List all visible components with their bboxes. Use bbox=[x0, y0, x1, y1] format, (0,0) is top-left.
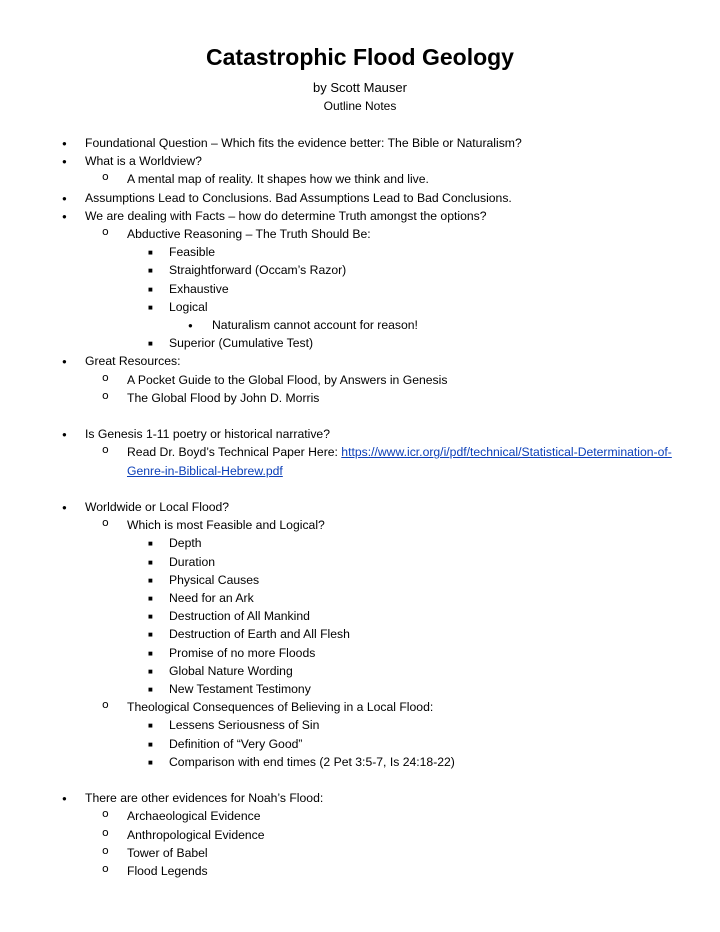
outline-item-text: Tower of Babel bbox=[127, 845, 208, 860]
outline-item-text: Straightforward (Occam’s Razor) bbox=[169, 263, 347, 278]
outline-item bbox=[85, 134, 522, 152]
bullet-square-icon: ■ bbox=[148, 266, 153, 276]
outline-item bbox=[127, 807, 260, 825]
bullet-square-icon: ■ bbox=[148, 539, 153, 549]
outline-item-text: Abductive Reasoning – The Truth Should Be: bbox=[127, 227, 371, 241]
author-byline: by Scott Mauser bbox=[313, 80, 407, 95]
outline-item-text: What is a Worldview? bbox=[85, 154, 202, 169]
outline-item-text: Need for an Ark bbox=[169, 591, 254, 605]
bullet-dot-icon: ● bbox=[62, 193, 67, 203]
bullet-dot-icon: ● bbox=[62, 503, 67, 512]
outline-item-text: There are other evidences for Noah’s Flood: bbox=[85, 791, 324, 806]
outline-item-text: Foundational Question – Which fits the evidence better: The Bible or Naturalism? bbox=[85, 136, 522, 150]
outline-item bbox=[127, 516, 325, 534]
outline-item-text: Flood Legends bbox=[127, 864, 208, 878]
outline-item bbox=[169, 662, 293, 680]
outline-item bbox=[85, 789, 323, 807]
bullet-square-icon: ■ bbox=[148, 284, 153, 294]
outline-item-text: Naturalism cannot account for reason! bbox=[212, 318, 418, 332]
outline-item bbox=[212, 316, 418, 334]
outline-item bbox=[169, 716, 319, 734]
bullet-square-icon: ■ bbox=[148, 557, 153, 567]
outline-item-text: Read Dr. Boyd’s Technical Paper Here: bbox=[127, 445, 342, 460]
outline-item-text: Duration bbox=[169, 554, 216, 569]
outline-item-text: Anthropological Evidence bbox=[127, 827, 265, 842]
outline-item-text: Worldwide or Local Flood? bbox=[85, 500, 230, 514]
outline-item bbox=[127, 862, 208, 880]
outline-item bbox=[169, 534, 202, 552]
outline-item bbox=[169, 553, 215, 571]
outline-item-text: New Testament Testimony bbox=[169, 682, 311, 696]
bullet-circle-icon: o bbox=[102, 516, 109, 530]
bullet-dot-icon: ● bbox=[188, 321, 193, 330]
bullet-dot-icon: ● bbox=[62, 794, 67, 804]
bullet-circle-icon: o bbox=[102, 225, 109, 238]
outline-item bbox=[169, 753, 455, 771]
bullet-dot-icon: ● bbox=[62, 357, 67, 367]
bullet-square-icon: ■ bbox=[148, 739, 153, 749]
bullet-circle-icon: o bbox=[102, 388, 109, 402]
bullet-dot-icon: ● bbox=[62, 157, 67, 167]
bullet-dot-icon: ● bbox=[62, 139, 67, 148]
outline-item bbox=[85, 352, 181, 370]
outline-item-text: Great Resources: bbox=[85, 354, 181, 369]
bullet-circle-icon: o bbox=[102, 170, 109, 184]
outline-item-text: Superior (Cumulative Test) bbox=[169, 336, 314, 351]
outline-item bbox=[169, 334, 313, 352]
bullet-circle-icon: o bbox=[102, 807, 109, 821]
document-title: Catastrophic Flood Geology bbox=[206, 44, 514, 70]
outline-item-text: We are dealing with Facts – how do determine Truth amongst the options? bbox=[85, 208, 487, 223]
outline-item bbox=[127, 698, 433, 716]
outline-item-text: Assumptions Lead to Conclusions. Bad Assumptions Lead to Bad Conclusions. bbox=[85, 190, 512, 205]
outline-item bbox=[169, 680, 311, 698]
outline-item-text: Logical bbox=[169, 299, 208, 314]
outline-item-text: Global Nature Wording bbox=[169, 663, 293, 678]
bullet-square-icon: ■ bbox=[148, 248, 153, 258]
outline-item bbox=[169, 589, 254, 607]
bullet-square-icon: ■ bbox=[148, 630, 153, 640]
bullet-square-icon: ■ bbox=[148, 685, 153, 694]
technical-paper-link-continued[interactable]: Genre-in-Biblical-Hebrew.pdf bbox=[127, 463, 283, 478]
outline-item bbox=[169, 735, 302, 753]
outline-item bbox=[127, 170, 429, 188]
outline-item bbox=[85, 425, 330, 443]
bullet-square-icon: ■ bbox=[148, 612, 153, 622]
outline-item-continuation bbox=[127, 462, 283, 480]
outline-item bbox=[169, 571, 259, 589]
outline-item-text: A Pocket Guide to the Global Flood, by Answers in Genesis bbox=[127, 372, 448, 387]
outline-item bbox=[127, 844, 208, 862]
bullet-circle-icon: o bbox=[102, 443, 109, 457]
bullet-square-icon: ■ bbox=[148, 575, 153, 585]
bullet-circle-icon: o bbox=[102, 825, 109, 839]
outline-item-text: Promise of no more Floods bbox=[169, 645, 316, 660]
outline-item bbox=[169, 644, 315, 662]
outline-item-text: Which is most Feasible and Logical? bbox=[127, 518, 325, 533]
outline-item-text: Theological Consequences of Believing in a Local Flood: bbox=[127, 700, 434, 715]
bullet-square-icon: ■ bbox=[148, 666, 153, 676]
outline-item-text: Exhaustive bbox=[169, 281, 229, 296]
technical-paper-link[interactable]: https://www.icr.org/i/pdf/technical/Statistical-Determination-of- bbox=[341, 445, 672, 460]
bullet-square-icon: ■ bbox=[148, 648, 153, 658]
outline-item-text: Destruction of Earth and All Flesh bbox=[169, 627, 350, 642]
outline-item-text: Physical Causes bbox=[169, 572, 260, 587]
outline-item-text: Archaeological Evidence bbox=[127, 809, 261, 824]
bullet-circle-icon: o bbox=[102, 862, 109, 875]
bullet-square-icon: ■ bbox=[148, 594, 153, 603]
outline-item-text: Feasible bbox=[169, 245, 216, 260]
outline-item bbox=[127, 225, 371, 243]
outline-item bbox=[169, 280, 229, 298]
outline-item-text: Depth bbox=[169, 536, 202, 551]
bullet-square-icon: ■ bbox=[148, 757, 153, 767]
outline-item bbox=[127, 443, 672, 461]
bullet-square-icon: ■ bbox=[148, 721, 153, 731]
outline-item bbox=[127, 371, 447, 389]
outline-item-text: Is Genesis 1-11 poetry or historical narrative? bbox=[85, 427, 330, 442]
outline-item bbox=[127, 826, 265, 844]
bullet-circle-icon: o bbox=[102, 370, 109, 384]
bullet-square-icon: ■ bbox=[148, 302, 153, 312]
outline-item-text: Lessens Seriousness of Sin bbox=[169, 718, 320, 733]
outline-item bbox=[127, 389, 319, 407]
outline-item-text: The Global Flood by John D. Morris bbox=[127, 390, 320, 405]
outline-item bbox=[85, 207, 487, 225]
outline-item bbox=[169, 298, 208, 316]
document-subtitle: Outline Notes bbox=[323, 99, 397, 113]
outline-item bbox=[169, 625, 350, 643]
outline-item bbox=[169, 607, 310, 625]
outline-item bbox=[169, 261, 346, 279]
outline-item-text: Comparison with end times (2 Pet 3:5-7, Is 24:18-22) bbox=[169, 754, 455, 769]
outline-item bbox=[85, 189, 512, 207]
bullet-dot-icon: ● bbox=[62, 211, 67, 221]
outline-item bbox=[169, 243, 215, 261]
outline-item-text: Definition of “Very Good” bbox=[169, 736, 303, 751]
outline-item-text: A mental map of reality. It shapes how we think and live. bbox=[127, 172, 429, 187]
bullet-square-icon: ■ bbox=[148, 339, 153, 349]
bullet-circle-icon: o bbox=[102, 698, 109, 712]
bullet-dot-icon: ● bbox=[62, 430, 67, 440]
outline-item-text: Destruction of All Mankind bbox=[169, 609, 310, 624]
bullet-circle-icon: o bbox=[102, 843, 109, 857]
